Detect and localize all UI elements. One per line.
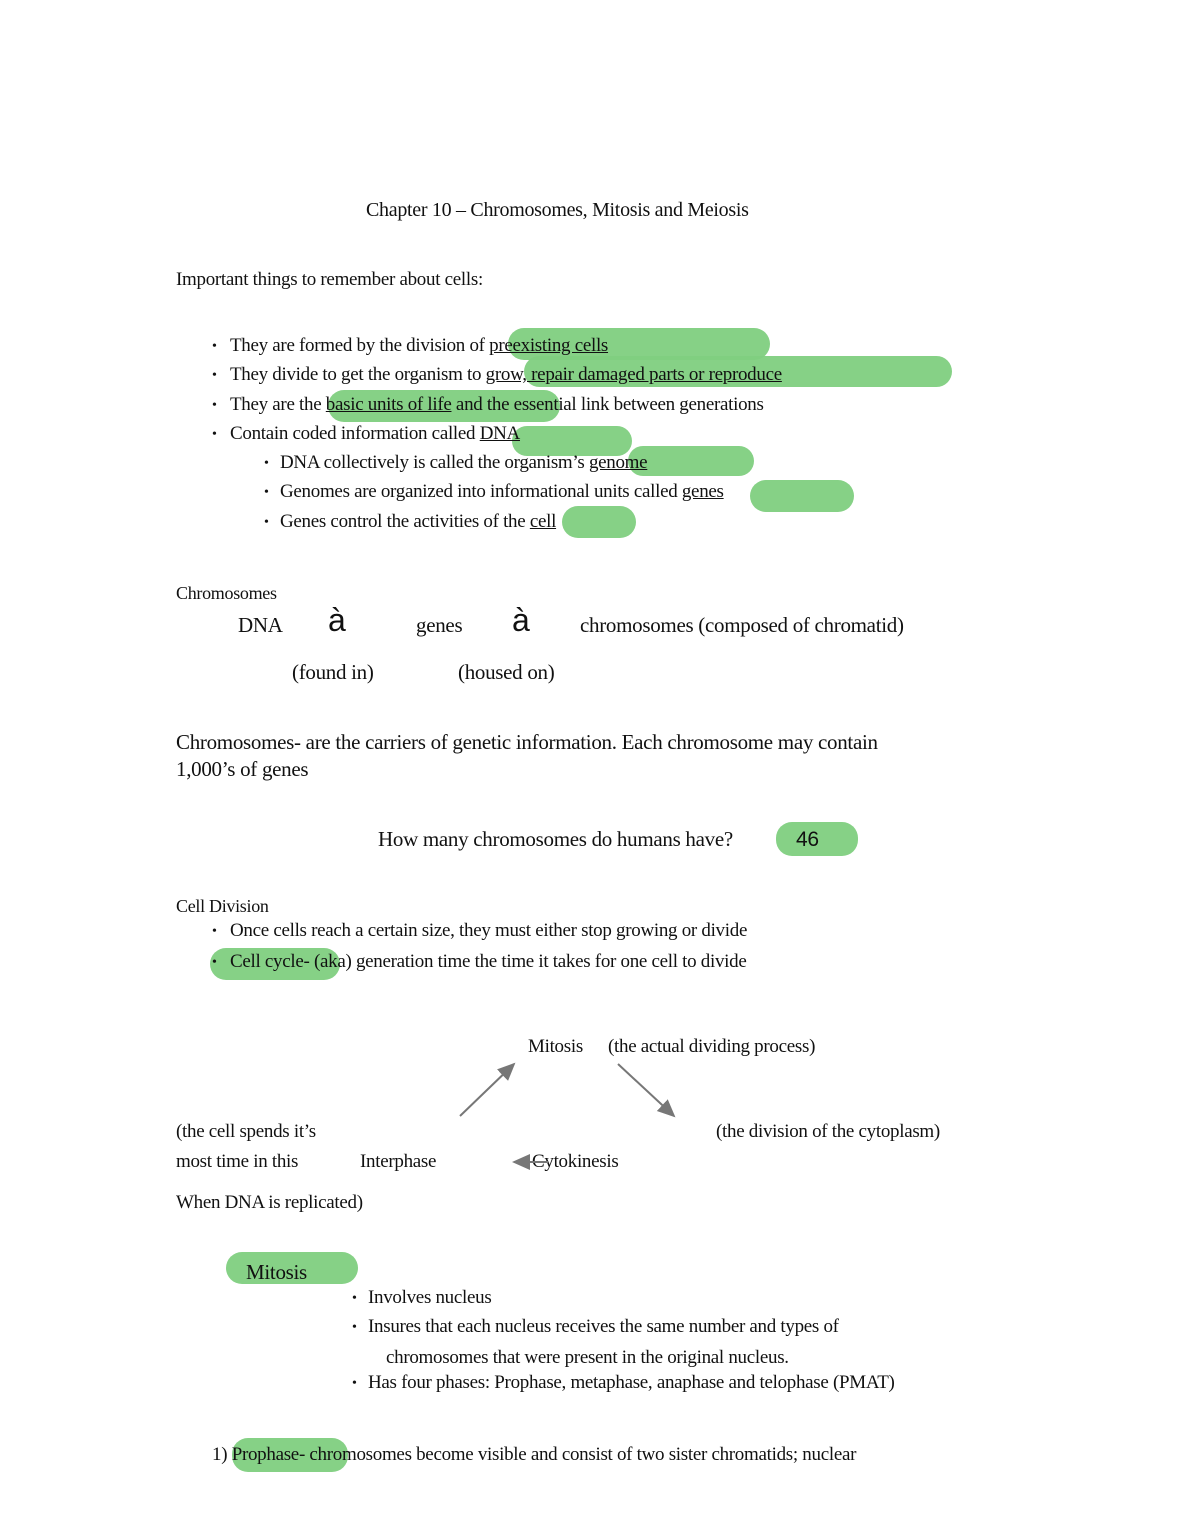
bullet: • xyxy=(352,1291,357,1306)
bullet: • xyxy=(212,924,217,939)
bullet: • xyxy=(212,427,217,442)
bullet: • xyxy=(212,955,217,970)
bullet: • xyxy=(212,398,217,413)
prophase-item: 1) Prophase- chromosomes become visible and consist of two sister chromatids; nuclear xyxy=(212,1444,857,1465)
cycle-cytokinesis: Cytokinesis xyxy=(532,1151,619,1172)
bullet: • xyxy=(264,485,269,500)
mitosis-bullet-3: Has four phases: Prophase, metaphase, anaphase and telophase (PMAT) xyxy=(368,1372,895,1393)
mitosis-bullet-1: Involves nucleus xyxy=(368,1287,492,1308)
cycle-replicated-note: When DNA is replicated) xyxy=(176,1192,363,1213)
mitosis-bullet-2-line-1: Insures that each nucleus receives the same number and types of xyxy=(368,1316,839,1337)
page-title: Chapter 10 – Chromosomes, Mitosis and Meiosis xyxy=(366,199,749,221)
cycle-mitosis-note: (the actual dividing process) xyxy=(608,1036,816,1057)
bullet: • xyxy=(212,368,217,383)
found-in-label: (found in) xyxy=(292,660,374,684)
arrow-interphase-to-mitosis xyxy=(460,1064,514,1116)
cells-bullet-2: They divide to get the organism to grow, repair damaged parts or reproduce xyxy=(230,364,782,385)
bullet: • xyxy=(352,1320,357,1335)
chromosome-definition-1: Chromosomes- are the carriers of genetic information. Each chromosome may contain xyxy=(176,730,878,754)
mitosis-heading: Mitosis xyxy=(246,1260,307,1284)
housed-on-label: (housed on) xyxy=(458,660,555,684)
bullet: • xyxy=(264,456,269,471)
cells-sub-3: Genes control the activities of the cell xyxy=(280,511,557,532)
mitosis-bullet-2-line-2: chromosomes that were present in the original nucleus. xyxy=(386,1347,789,1368)
chromosome-definition-2: 1,000’s of genes xyxy=(176,757,309,781)
cell-division-heading: Cell Division xyxy=(176,896,269,916)
bullet: • xyxy=(264,515,269,530)
cells-sub-2: Genomes are organized into informational units called genes xyxy=(280,481,724,502)
cycle-left-note-1: (the cell spends it’s xyxy=(176,1121,316,1142)
question-text: How many chromosomes do humans have? xyxy=(378,827,733,851)
cells-sub-1: DNA collectively is called the organism’s genome xyxy=(280,452,648,473)
arrow-mitosis-to-cytokinesis xyxy=(618,1064,674,1116)
flow-chromosomes: chromosomes (composed of chromatid) xyxy=(580,613,904,637)
cells-bullet-4: Contain coded information called DNA xyxy=(230,423,520,444)
bullet: • xyxy=(352,1376,357,1391)
cycle-interphase: Interphase xyxy=(360,1151,437,1172)
cycle-left-note-2: most time in this xyxy=(176,1151,299,1172)
hl-text-basic-units: basic units of life xyxy=(325,394,452,415)
bullet: • xyxy=(212,339,217,354)
chromosomes-heading: Chromosomes xyxy=(176,583,277,603)
cycle-right-note: (the division of the cytoplasm) xyxy=(716,1121,940,1142)
flow-arrow-1: à xyxy=(328,602,346,638)
cell-cycle-term: Cell cycle- xyxy=(230,951,314,972)
hl-text-grow: grow, repair damaged parts or reproduce xyxy=(485,364,782,385)
hl-text-dna: DNA xyxy=(479,423,520,444)
cell-division-bullet-1: Once cells reach a certain size, they must either stop growing or divide xyxy=(230,920,748,941)
cycle-mitosis: Mitosis xyxy=(528,1036,583,1057)
intro-text: Important things to remember about cells: xyxy=(176,269,483,290)
flow-arrow-2: à xyxy=(512,602,530,638)
flow-genes: genes xyxy=(416,613,463,637)
hl-text-preexisting: preexisting cells xyxy=(489,335,609,356)
cell-division-bullet-2: Cell cycle- (aka) generation time the time it takes for one cell to divide xyxy=(230,951,747,972)
flow-dna: DNA xyxy=(238,613,283,637)
prophase-term: Prophase- xyxy=(231,1444,310,1465)
cells-bullet-1: They are formed by the division of preexisting cells xyxy=(230,335,609,356)
hl-text-cell: cell xyxy=(529,511,557,532)
hl-text-genes: genes xyxy=(681,481,724,502)
prophase-number: 1) xyxy=(212,1444,228,1465)
answer-46: 46 xyxy=(796,828,819,851)
cells-bullet-3: They are the basic units of life and the essential link between generations xyxy=(230,394,764,415)
hl-text-genome: genome xyxy=(588,452,648,473)
